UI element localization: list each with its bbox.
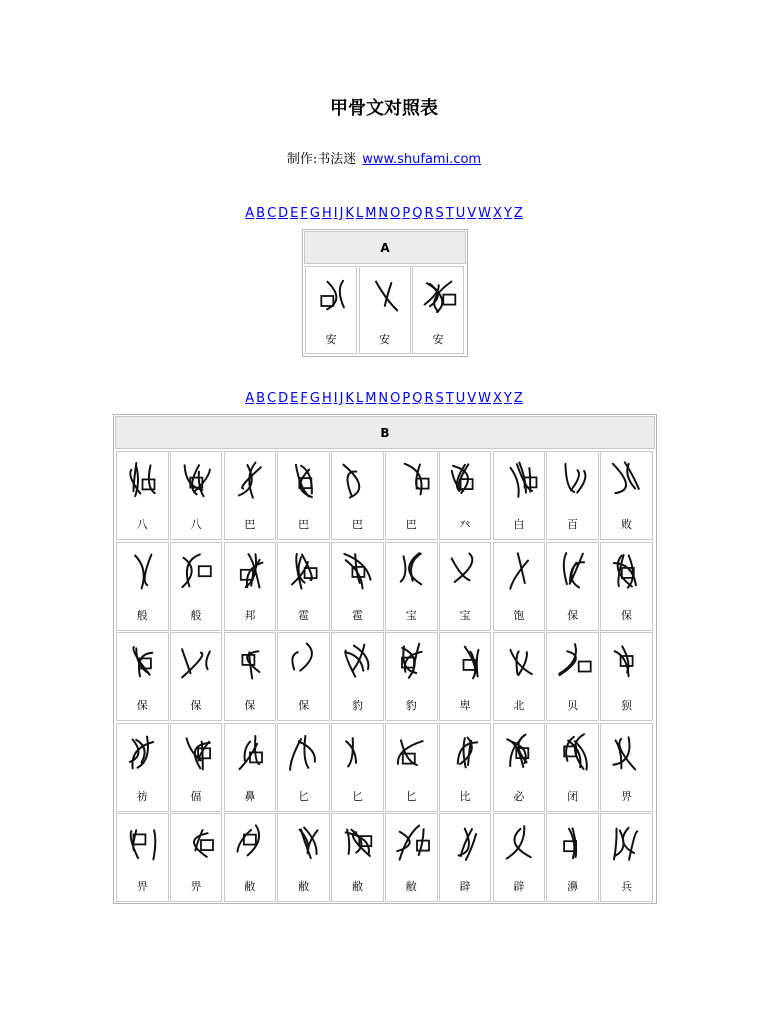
letter-link-v[interactable]: V [467, 206, 477, 221]
character-label: 雹 [298, 608, 310, 622]
character-cell [170, 451, 223, 540]
character-cell [170, 813, 223, 902]
character-label: 畀 [190, 880, 202, 894]
character-cell [493, 813, 546, 902]
site-link[interactable]: www.shufami.com [362, 152, 482, 167]
oracle-glyph-icon [499, 639, 539, 683]
oracle-glyph-icon [606, 639, 646, 683]
character-cell [439, 632, 492, 721]
character-cell [331, 542, 384, 631]
letter-link-y[interactable]: Y [503, 391, 512, 406]
oracle-glyph-icon [284, 639, 324, 683]
letter-link-m[interactable]: M [365, 391, 377, 406]
letter-link-y[interactable]: Y [503, 206, 512, 221]
character-cell [385, 632, 438, 721]
character-label: 八 [136, 518, 148, 531]
character-label: 卑 [459, 699, 471, 713]
letter-link-w[interactable]: W [478, 206, 491, 221]
character-label: 保 [567, 608, 579, 622]
oracle-glyph-icon [553, 820, 593, 864]
character-cell [116, 723, 169, 812]
character-cell [600, 542, 653, 631]
character-cell [385, 813, 438, 902]
oracle-glyph-icon [122, 458, 162, 502]
character-label: 祊 [136, 789, 148, 803]
letter-link-p[interactable]: P [402, 206, 411, 221]
character-cell [331, 451, 384, 540]
character-label: 贝 [567, 699, 579, 713]
character-cell [224, 542, 277, 631]
character-cell [600, 632, 653, 721]
character-cell [359, 266, 411, 354]
letter-link-g[interactable]: G [309, 206, 320, 221]
character-cell [277, 451, 330, 540]
oracle-glyph-icon [391, 639, 431, 683]
character-label: 匕 [351, 789, 363, 803]
letter-link-s[interactable]: S [435, 391, 444, 406]
oracle-glyph-icon [499, 820, 539, 864]
character-cell [493, 451, 546, 540]
oracle-glyph-icon [337, 820, 377, 864]
letter-link-d[interactable]: D [278, 206, 289, 221]
character-label: 畀 [136, 880, 148, 894]
character-label: 北 [513, 699, 525, 713]
letter-link-z[interactable]: Z [513, 206, 523, 221]
character-cell [412, 266, 464, 354]
letter-link-n[interactable]: N [378, 206, 389, 221]
oracle-glyph-icon [122, 549, 162, 593]
character-cell [546, 451, 599, 540]
character-label: 狈 [620, 699, 632, 713]
character-label: 保 [190, 699, 202, 713]
letter-link-j[interactable]: J [339, 206, 344, 221]
letter-link-g[interactable]: G [309, 391, 320, 406]
character-cell [277, 723, 330, 812]
character-cell [439, 723, 492, 812]
letter-link-t[interactable]: T [445, 206, 454, 221]
letter-link-l[interactable]: L [355, 391, 364, 406]
character-label: 保 [298, 699, 310, 713]
character-cell [439, 451, 492, 540]
character-label: 败 [620, 518, 632, 531]
oracle-glyph-icon [337, 639, 377, 683]
oracle-glyph-icon [606, 820, 646, 864]
letter-link-x[interactable]: X [493, 391, 502, 406]
character-cell [385, 542, 438, 631]
character-label: 辟 [459, 880, 471, 894]
character-cell [600, 813, 653, 902]
table-b-header: B [115, 416, 655, 449]
oracle-glyph-icon [499, 458, 539, 502]
character-label: 雹 [351, 608, 363, 622]
character-label: 宝 [459, 608, 471, 622]
character-cell [331, 632, 384, 721]
oracle-glyph-icon [176, 639, 216, 683]
oracle-glyph-icon [176, 458, 216, 502]
character-label: 安 [325, 333, 337, 346]
table-b [113, 414, 657, 904]
character-label: 安 [432, 333, 444, 346]
character-label: 敝 [405, 880, 417, 894]
letter-link-f[interactable]: F [300, 206, 308, 221]
letter-link-h[interactable]: H [321, 391, 332, 406]
oracle-glyph-icon [284, 458, 324, 502]
letter-link-p[interactable]: P [402, 391, 411, 406]
character-label: 敝 [351, 880, 363, 894]
oracle-glyph-icon [230, 549, 270, 593]
letter-link-r[interactable]: R [424, 391, 434, 406]
oracle-glyph-icon [176, 549, 216, 593]
character-label: 般 [190, 608, 202, 622]
character-label: 邦 [244, 608, 256, 622]
oracle-glyph-icon [230, 639, 270, 683]
character-cell [546, 632, 599, 721]
oracle-glyph-icon [553, 458, 593, 502]
character-cell [224, 813, 277, 902]
letter-link-q[interactable]: Q [412, 206, 423, 221]
oracle-glyph-icon [445, 820, 485, 864]
credit-line [0, 148, 768, 167]
character-label: 濞 [567, 880, 579, 894]
character-label: 辟 [513, 880, 525, 894]
character-label: 饱 [513, 608, 525, 622]
character-label: 保 [620, 608, 632, 622]
character-cell [385, 451, 438, 540]
character-cell [224, 632, 277, 721]
character-label: 保 [244, 699, 256, 713]
letter-link-e[interactable]: E [290, 391, 299, 406]
oracle-glyph-icon [391, 458, 431, 502]
character-cell [600, 451, 653, 540]
letter-link-i[interactable]: I [333, 206, 338, 221]
letter-link-a[interactable]: A [245, 206, 255, 221]
oracle-glyph-icon [391, 820, 431, 864]
character-cell [116, 813, 169, 902]
character-label: 匕 [298, 789, 310, 803]
letter-link-k[interactable]: K [345, 391, 354, 406]
character-cell [439, 542, 492, 631]
letter-link-t[interactable]: T [445, 391, 454, 406]
character-label: 癶 [459, 518, 471, 531]
character-cell [546, 723, 599, 812]
character-cell [331, 723, 384, 812]
oracle-glyph-icon [176, 730, 216, 774]
character-cell [546, 542, 599, 631]
oracle-glyph-icon [553, 549, 593, 593]
alphabet-nav-bottom [0, 391, 768, 406]
character-label: 敝 [244, 880, 256, 894]
character-cell [331, 813, 384, 902]
character-label: 闭 [567, 789, 579, 803]
character-cell [116, 451, 169, 540]
character-cell [170, 723, 223, 812]
character-cell [600, 723, 653, 812]
oracle-glyph-icon [176, 820, 216, 864]
letter-link-o[interactable]: O [390, 206, 401, 221]
oracle-glyph-icon [337, 549, 377, 593]
character-label: 巴 [351, 518, 363, 531]
letter-link-d[interactable]: D [278, 391, 289, 406]
letter-link-l[interactable]: L [355, 206, 364, 221]
letter-link-z[interactable]: Z [513, 391, 523, 406]
letter-link-q[interactable]: Q [412, 391, 423, 406]
character-cell [277, 632, 330, 721]
character-cell [493, 723, 546, 812]
character-cell [277, 542, 330, 631]
character-label: 白 [513, 518, 525, 531]
character-cell [546, 813, 599, 902]
character-label: 必 [513, 789, 525, 803]
letter-link-w[interactable]: W [478, 391, 491, 406]
oracle-glyph-icon [553, 639, 593, 683]
oracle-glyph-icon [606, 458, 646, 502]
character-label: 八 [190, 518, 202, 531]
page-title: 甲骨文对照表 [330, 98, 438, 119]
character-cell [116, 542, 169, 631]
oracle-glyph-icon [606, 730, 646, 774]
oracle-glyph-icon [337, 458, 377, 502]
character-label: 鼻 [244, 789, 256, 803]
letter-link-i[interactable]: I [333, 391, 338, 406]
character-cell [439, 813, 492, 902]
letter-link-c[interactable]: C [267, 206, 277, 221]
table-a-header: A [304, 231, 466, 264]
character-label: 偪 [190, 789, 202, 803]
letter-link-n[interactable]: N [378, 391, 389, 406]
letter-link-u[interactable]: U [455, 206, 466, 221]
letter-link-v[interactable]: V [467, 391, 477, 406]
character-cell [170, 632, 223, 721]
oracle-glyph-icon [606, 549, 646, 593]
letter-link-u[interactable]: U [455, 391, 466, 406]
oracle-glyph-icon [284, 549, 324, 593]
oracle-glyph-icon [230, 730, 270, 774]
oracle-glyph-icon [445, 549, 485, 593]
character-label: 安 [379, 333, 390, 346]
letter-link-x[interactable]: X [493, 206, 502, 221]
oracle-glyph-icon [391, 549, 431, 593]
character-label: 豹 [405, 699, 417, 713]
letter-link-o[interactable]: O [390, 391, 401, 406]
letter-link-b[interactable]: B [256, 391, 266, 406]
oracle-glyph-icon [337, 730, 377, 774]
letter-link-b[interactable]: B [256, 206, 266, 221]
character-cell [170, 542, 223, 631]
character-cell [224, 723, 277, 812]
letter-link-j[interactable]: J [339, 391, 344, 406]
character-label: 兵 [620, 880, 632, 894]
oracle-glyph-icon [122, 730, 162, 774]
oracle-glyph-icon [122, 639, 162, 683]
oracle-glyph-icon [230, 458, 270, 502]
letter-link-m[interactable]: M [365, 206, 377, 221]
oracle-glyph-icon [499, 730, 539, 774]
letter-link-c[interactable]: C [267, 391, 277, 406]
oracle-glyph-icon [445, 458, 485, 502]
character-cell [277, 813, 330, 902]
letter-link-s[interactable]: S [435, 206, 444, 221]
oracle-glyph-icon [230, 820, 270, 864]
alphabet-nav-top [0, 206, 768, 221]
letter-link-h[interactable]: H [321, 206, 332, 221]
character-label: 巴 [244, 518, 256, 531]
character-label: 巴 [298, 518, 310, 531]
letter-link-a[interactable]: A [245, 391, 255, 406]
character-label: 匕 [405, 789, 417, 803]
oracle-glyph-icon [284, 820, 324, 864]
character-label: 保 [136, 699, 148, 713]
oracle-glyph-icon [284, 730, 324, 774]
oracle-glyph-icon [311, 273, 351, 317]
character-cell [116, 632, 169, 721]
table-a [302, 229, 468, 357]
credit-label: 制作:书法迷 [286, 152, 357, 167]
letter-link-e[interactable]: E [290, 206, 299, 221]
character-cell [224, 451, 277, 540]
character-cell [385, 723, 438, 812]
oracle-glyph-icon [122, 820, 162, 864]
letter-link-k[interactable]: K [345, 206, 354, 221]
oracle-glyph-icon [445, 730, 485, 774]
letter-link-r[interactable]: R [424, 206, 434, 221]
character-label: 宝 [405, 608, 417, 622]
character-cell [305, 266, 357, 354]
character-cell [493, 632, 546, 721]
character-cell [493, 542, 546, 631]
oracle-glyph-icon [499, 549, 539, 593]
letter-link-f[interactable]: F [300, 391, 308, 406]
oracle-glyph-icon [365, 273, 405, 317]
oracle-glyph-icon [445, 639, 485, 683]
oracle-glyph-icon [391, 730, 431, 774]
character-label: 畀 [620, 789, 632, 803]
character-label: 般 [136, 608, 148, 622]
character-label: 豹 [351, 699, 363, 713]
oracle-glyph-icon [418, 273, 458, 317]
character-label: 巴 [405, 518, 417, 531]
character-label: 百 [567, 518, 579, 531]
oracle-glyph-icon [553, 730, 593, 774]
character-label: 比 [459, 789, 471, 803]
character-label: 敝 [298, 880, 310, 894]
